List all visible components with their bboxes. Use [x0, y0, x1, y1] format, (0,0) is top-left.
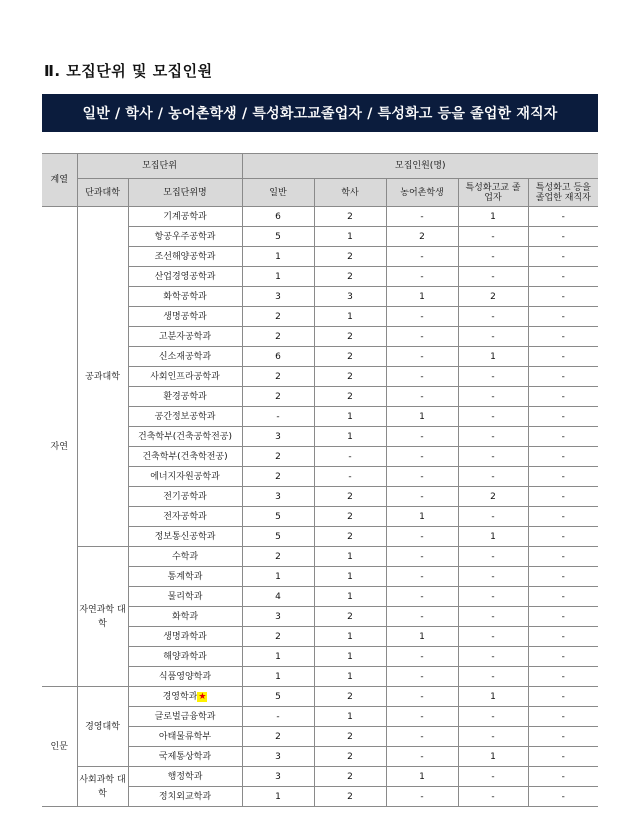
- general-count: 3: [242, 767, 314, 787]
- dept-name: 경영학과: [162, 691, 198, 702]
- dept-name: 국제통상학과: [158, 751, 212, 762]
- vocational-grad-count: -: [458, 427, 528, 447]
- dept-name-cell: [128, 267, 242, 287]
- header-general: 일반: [242, 179, 314, 207]
- vocational-grad-count: -: [458, 587, 528, 607]
- dept-name: 신소재공학과: [158, 351, 212, 362]
- dept-name: 물리학과: [167, 591, 203, 602]
- dept-name: 전자공학과: [163, 511, 207, 522]
- vocational-worker-count: -: [528, 527, 598, 547]
- bachelor-count: 2: [314, 247, 386, 267]
- vocational-worker-count: -: [528, 507, 598, 527]
- bachelor-count: 2: [314, 207, 386, 227]
- vocational-grad-count: -: [458, 227, 528, 247]
- bachelor-count: 3: [314, 287, 386, 307]
- table-row: [42, 767, 598, 787]
- general-count: 1: [242, 647, 314, 667]
- dept-name: 고분자공학과: [158, 331, 212, 342]
- general-count: 2: [242, 467, 314, 487]
- vocational-grad-count: -: [458, 467, 528, 487]
- dept-name-cell: [128, 247, 242, 267]
- dept-name-cell: [128, 367, 242, 387]
- vocational-worker-count: -: [528, 587, 598, 607]
- vocational-grad-count: -: [458, 447, 528, 467]
- college-cell: 사회과학 대학: [77, 767, 128, 807]
- bachelor-count: 2: [314, 767, 386, 787]
- vocational-grad-count: -: [458, 667, 528, 687]
- general-count: 2: [242, 367, 314, 387]
- dept-name-cell: [128, 347, 242, 367]
- vocational-grad-count: -: [458, 787, 528, 807]
- vocational-worker-count: -: [528, 267, 598, 287]
- dept-name-cell: [128, 687, 242, 707]
- dept-name-cell: [128, 467, 242, 487]
- rural-count: 2: [386, 227, 458, 247]
- bachelor-count: 1: [314, 547, 386, 567]
- bachelor-count: 2: [314, 607, 386, 627]
- dept-name: 건축학부(건축공학전공): [138, 431, 232, 442]
- dept-name-cell: [128, 207, 242, 227]
- dept-name-cell: [128, 647, 242, 667]
- rural-count: -: [386, 727, 458, 747]
- table-row: [42, 547, 598, 567]
- dept-name-cell: [128, 487, 242, 507]
- quota-table-body: [42, 207, 598, 807]
- rural-count: -: [386, 647, 458, 667]
- dept-name: 식품영양학과: [158, 671, 212, 682]
- vocational-grad-count: -: [458, 647, 528, 667]
- vocational-worker-count: -: [528, 567, 598, 587]
- general-count: 3: [242, 287, 314, 307]
- header-bachelor: 학사: [314, 179, 386, 207]
- general-count: 5: [242, 687, 314, 707]
- dept-name: 건축학부(건축학전공): [142, 451, 228, 462]
- rural-count: -: [386, 327, 458, 347]
- bachelor-count: -: [314, 467, 386, 487]
- rural-count: 1: [386, 507, 458, 527]
- admission-type-banner: 일반 / 학사 / 농어촌학생 / 특성화고교졸업자 / 특성화고 등을 졸업한 재직자: [42, 94, 598, 132]
- general-count: 2: [242, 327, 314, 347]
- header-vocational-worker: 특성화고 등을 졸업한 재직자: [528, 179, 598, 207]
- vocational-worker-count: -: [528, 467, 598, 487]
- vocational-grad-count: 1: [458, 687, 528, 707]
- general-count: -: [242, 407, 314, 427]
- bachelor-count: 2: [314, 487, 386, 507]
- bachelor-count: 1: [314, 707, 386, 727]
- dept-name-cell: [128, 527, 242, 547]
- rural-count: -: [386, 547, 458, 567]
- general-count: 3: [242, 487, 314, 507]
- bachelor-count: 1: [314, 647, 386, 667]
- rural-count: -: [386, 787, 458, 807]
- general-count: 4: [242, 587, 314, 607]
- college-cell: 공과대학: [77, 207, 128, 547]
- dept-name-cell: [128, 587, 242, 607]
- rural-count: 1: [386, 767, 458, 787]
- dept-name-cell: [128, 607, 242, 627]
- general-count: 2: [242, 627, 314, 647]
- vocational-worker-count: -: [528, 447, 598, 467]
- vocational-grad-count: -: [458, 267, 528, 287]
- bachelor-count: 2: [314, 727, 386, 747]
- bachelor-count: 1: [314, 307, 386, 327]
- vocational-worker-count: -: [528, 647, 598, 667]
- dept-name-cell: [128, 747, 242, 767]
- dept-name-cell: [128, 407, 242, 427]
- dept-name-cell: [128, 567, 242, 587]
- bachelor-count: 1: [314, 227, 386, 247]
- vocational-worker-count: -: [528, 327, 598, 347]
- vocational-worker-count: -: [528, 227, 598, 247]
- rural-count: 1: [386, 627, 458, 647]
- dept-name-cell: [128, 507, 242, 527]
- bachelor-count: 2: [314, 347, 386, 367]
- dept-name-cell: [128, 707, 242, 727]
- dept-name-cell: [128, 787, 242, 807]
- general-count: 1: [242, 267, 314, 287]
- rural-count: -: [386, 687, 458, 707]
- bachelor-count: 2: [314, 787, 386, 807]
- rural-count: -: [386, 247, 458, 267]
- vocational-worker-count: -: [528, 747, 598, 767]
- vocational-worker-count: -: [528, 607, 598, 627]
- general-count: 6: [242, 347, 314, 367]
- vocational-worker-count: -: [528, 707, 598, 727]
- general-count: 5: [242, 227, 314, 247]
- general-count: 3: [242, 747, 314, 767]
- rural-count: -: [386, 607, 458, 627]
- dept-name: 조선해양공학과: [154, 251, 216, 262]
- rural-count: -: [386, 367, 458, 387]
- dept-name: 생명과학과: [163, 631, 207, 642]
- bachelor-count: 1: [314, 627, 386, 647]
- dept-name: 아태물류학부: [158, 731, 212, 742]
- vocational-worker-count: -: [528, 487, 598, 507]
- general-count: 1: [242, 787, 314, 807]
- rural-count: -: [386, 667, 458, 687]
- rural-count: -: [386, 747, 458, 767]
- bachelor-count: 2: [314, 527, 386, 547]
- bachelor-count: 1: [314, 587, 386, 607]
- dept-name: 사회인프라공학과: [150, 371, 220, 382]
- dept-name-cell: [128, 427, 242, 447]
- dept-name-cell: [128, 767, 242, 787]
- general-count: -: [242, 707, 314, 727]
- vocational-worker-count: -: [528, 247, 598, 267]
- dept-name-cell: [128, 387, 242, 407]
- vocational-grad-count: -: [458, 367, 528, 387]
- dept-name: 산업경영공학과: [154, 271, 216, 282]
- vocational-worker-count: -: [528, 687, 598, 707]
- header-field: 계열: [42, 154, 77, 207]
- header-quota-group: 모집인원(명): [242, 154, 598, 179]
- rural-count: -: [386, 307, 458, 327]
- vocational-grad-count: 1: [458, 747, 528, 767]
- header-unit-group: 모집단위: [77, 154, 242, 179]
- dept-name: 해양과학과: [163, 651, 207, 662]
- vocational-grad-count: 1: [458, 207, 528, 227]
- star-icon: ★: [198, 691, 207, 702]
- vocational-grad-count: -: [458, 627, 528, 647]
- vocational-worker-count: -: [528, 767, 598, 787]
- general-count: 2: [242, 727, 314, 747]
- field-cell: 인문: [42, 687, 77, 807]
- vocational-grad-count: -: [458, 767, 528, 787]
- vocational-worker-count: -: [528, 307, 598, 327]
- rural-count: -: [386, 447, 458, 467]
- rural-count: -: [386, 487, 458, 507]
- vocational-grad-count: 1: [458, 347, 528, 367]
- dept-name: 화학공학과: [163, 291, 207, 302]
- bachelor-count: 1: [314, 427, 386, 447]
- dept-name: 기계공학과: [163, 211, 207, 222]
- bachelor-count: 1: [314, 407, 386, 427]
- general-count: 1: [242, 567, 314, 587]
- vocational-worker-count: -: [528, 407, 598, 427]
- vocational-worker-count: -: [528, 427, 598, 447]
- vocational-worker-count: -: [528, 627, 598, 647]
- general-count: 6: [242, 207, 314, 227]
- dept-name-cell: [128, 327, 242, 347]
- vocational-worker-count: -: [528, 787, 598, 807]
- general-count: 2: [242, 387, 314, 407]
- dept-name-cell: [128, 287, 242, 307]
- rural-count: -: [386, 427, 458, 447]
- general-count: 3: [242, 427, 314, 447]
- vocational-grad-count: 2: [458, 287, 528, 307]
- vocational-grad-count: -: [458, 387, 528, 407]
- dept-name-cell: [128, 627, 242, 647]
- dept-name-cell: [128, 547, 242, 567]
- rural-count: 1: [386, 407, 458, 427]
- general-count: 5: [242, 527, 314, 547]
- dept-name: 수학과: [171, 551, 199, 562]
- bachelor-count: 2: [314, 747, 386, 767]
- bachelor-count: 1: [314, 567, 386, 587]
- dept-name-cell: [128, 447, 242, 467]
- rural-count: -: [386, 347, 458, 367]
- header-college: 단과대학: [77, 179, 128, 207]
- vocational-worker-count: -: [528, 667, 598, 687]
- vocational-worker-count: -: [528, 547, 598, 567]
- bachelor-count: -: [314, 447, 386, 467]
- header-vocational-grad: 특성화고교 졸업자: [458, 179, 528, 207]
- rural-count: -: [386, 707, 458, 727]
- quota-table: [42, 153, 598, 807]
- rural-count: -: [386, 207, 458, 227]
- vocational-grad-count: -: [458, 547, 528, 567]
- dept-name: 글로벌금융학과: [154, 711, 216, 722]
- bachelor-count: 2: [314, 327, 386, 347]
- vocational-grad-count: 1: [458, 527, 528, 547]
- general-count: 2: [242, 547, 314, 567]
- bachelor-count: 2: [314, 687, 386, 707]
- field-cell: 자연: [42, 207, 77, 687]
- general-count: 1: [242, 247, 314, 267]
- dept-name: 정보통신공학과: [154, 531, 216, 542]
- rural-count: 1: [386, 287, 458, 307]
- bachelor-count: 2: [314, 507, 386, 527]
- general-count: 2: [242, 447, 314, 467]
- rural-count: -: [386, 387, 458, 407]
- bachelor-count: 1: [314, 667, 386, 687]
- bachelor-count: 2: [314, 387, 386, 407]
- vocational-grad-count: -: [458, 567, 528, 587]
- dept-name: 에너지자원공학과: [150, 471, 220, 482]
- rural-count: -: [386, 567, 458, 587]
- bachelor-count: 2: [314, 267, 386, 287]
- dept-name: 전기공학과: [163, 491, 207, 502]
- dept-name-cell: [128, 307, 242, 327]
- dept-name: 항공우주공학과: [154, 231, 216, 242]
- dept-name-cell: [128, 727, 242, 747]
- rural-count: -: [386, 267, 458, 287]
- dept-name-cell: [128, 667, 242, 687]
- header-dept: 모집단위명: [128, 179, 242, 207]
- dept-name: 정치외교학과: [158, 791, 212, 802]
- vocational-grad-count: -: [458, 607, 528, 627]
- general-count: 3: [242, 607, 314, 627]
- rural-count: -: [386, 467, 458, 487]
- vocational-worker-count: -: [528, 207, 598, 227]
- dept-name: 환경공학과: [163, 391, 207, 402]
- vocational-grad-count: -: [458, 307, 528, 327]
- vocational-grad-count: -: [458, 727, 528, 747]
- dept-name: 생명공학과: [163, 311, 207, 322]
- section-title: Ⅱ. 모집단위 및 모집인원: [44, 62, 213, 80]
- rural-count: -: [386, 587, 458, 607]
- rural-count: -: [386, 527, 458, 547]
- dept-name-cell: [128, 227, 242, 247]
- dept-name: 통계학과: [167, 571, 203, 582]
- vocational-grad-count: -: [458, 247, 528, 267]
- vocational-worker-count: -: [528, 347, 598, 367]
- general-count: 2: [242, 307, 314, 327]
- table-row: [42, 207, 598, 227]
- vocational-worker-count: -: [528, 387, 598, 407]
- college-cell: 경영대학: [77, 687, 128, 767]
- vocational-worker-count: -: [528, 727, 598, 747]
- general-count: 5: [242, 507, 314, 527]
- vocational-worker-count: -: [528, 367, 598, 387]
- vocational-grad-count: -: [458, 507, 528, 527]
- dept-name: 화학과: [171, 611, 199, 622]
- general-count: 1: [242, 667, 314, 687]
- table-row: [42, 687, 598, 707]
- dept-name: 공간정보공학과: [154, 411, 216, 422]
- header-rural: 농어촌학생: [386, 179, 458, 207]
- college-cell: 자연과학 대학: [77, 547, 128, 687]
- bachelor-count: 2: [314, 367, 386, 387]
- vocational-grad-count: 2: [458, 487, 528, 507]
- vocational-grad-count: -: [458, 327, 528, 347]
- vocational-grad-count: -: [458, 707, 528, 727]
- vocational-worker-count: -: [528, 287, 598, 307]
- dept-name: 행정학과: [167, 771, 203, 782]
- vocational-grad-count: -: [458, 407, 528, 427]
